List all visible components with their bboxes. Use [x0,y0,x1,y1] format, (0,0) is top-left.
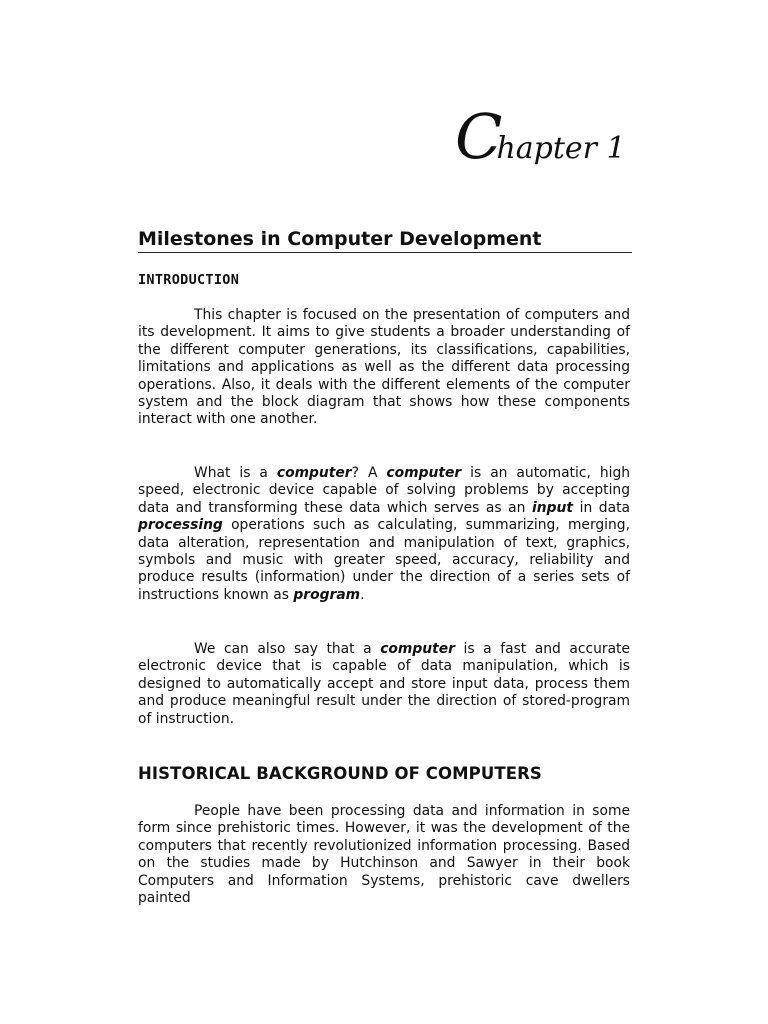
term-computer: computer [276,465,352,481]
intro-p3-text: is a fast and accurate electronic device that is capable of data manipulation, which is designed to automatically accept and store input data, process them and produce meaningful result under the direction of stored-program of instruction. [138,641,630,727]
chapter-initial: C [455,100,501,173]
chapter-title: Milestones in Computer Development [138,227,632,253]
intro-p2-text: What is a [194,465,277,481]
historical-paragraph-1: People have been processing data and information in some form since prehistoric times. However, it was the development of the computers that recently revolutionized information processing. Based on the studies made by Hutchinson and Sawyer in their book Computers and Information Systems, prehistoric cave dwellers painted [138,803,630,907]
chapter-label: hapter 1 [496,131,626,166]
intro-p2-text: . [360,586,365,603]
intro-p2-text: ? A [351,465,387,481]
intro-p3-text: We can also say that a [194,641,381,657]
term-processing: processing [138,517,223,534]
historical-heading: HISTORICAL BACKGROUND OF COMPUTERS [138,764,542,783]
term-computer: computer [386,465,462,481]
intro-paragraph-2 [138,465,630,604]
term-computer: computer [380,641,455,657]
intro-p2-text: is an automatic, high speed, electronic device capable of solving problems by accepting data and transforming these data which serves as an [138,465,631,516]
intro-p2-text: operations such as calculating, summarizing, merging, data alteration, representation and manipulation of text, graphics, symbols and music with greater speed, accuracy, reliability and produce results (information) under the direction of a series sets of instructions known as [138,517,630,603]
intro-paragraph-1: This chapter is focused on the presentation of computers and its development. It aims to give students a broader understanding of the different computer generations, its classifications, capabilities, limitations and applications as well as the different data processing operations. Also, it deals with the different elements of the computer system and the block diagram that shows how these components interact with one another. [138,307,630,428]
introduction-label: INTRODUCTION [138,272,240,288]
intro-p2-text: in data [573,499,630,516]
chapter-heading [455,100,626,173]
term-input: input [532,499,574,516]
term-program: program [293,586,361,603]
intro-paragraph-3 [138,641,630,728]
